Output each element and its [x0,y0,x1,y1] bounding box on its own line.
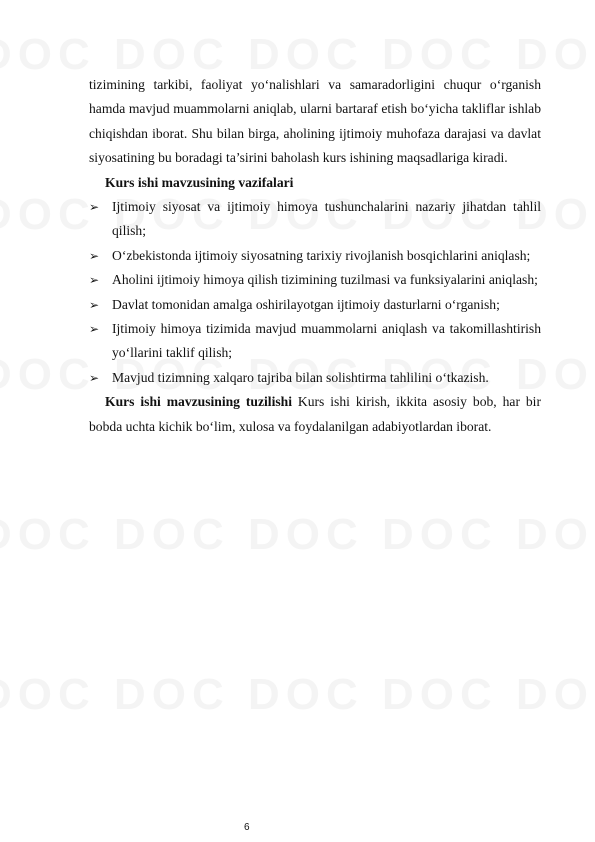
structure-text: Kurs ishi kirish, ikkita asosiy bob, har bir bobda uchta kichik bo‘lim, xulosa va foydalanilgan adabiyotlardan iborat. [89,394,541,434]
arrowhead-bullet-icon: ➢ [89,200,100,215]
arrowhead-bullet-icon: ➢ [89,248,100,263]
page-number: 6 [244,822,250,833]
list-item-text: Ijtimoiy siyosat va ijtimoiy himoya tushunchalarini nazariy jihatdan tahlil qilish; [112,199,541,239]
arrowhead-bullet-icon: ➢ [89,273,100,288]
arrowhead-bullet-icon: ➢ [89,322,100,337]
list-item-text: Mavjud tizimning xalqaro tajriba bilan solishtirma tahlilini o‘tkazish. [112,369,489,385]
list-item [89,366,541,390]
list-item [89,317,541,366]
list-item-text: O‘zbekistonda ijtimoiy siyosatning tarixiy rivojlanish bosqichlarini aniqlash; [112,247,531,263]
list-item [89,244,541,268]
intro-paragraph: tizimining tarkibi, faoliyat yo‘nalishlari va samaradorligini chuqur o‘rganish hamda mavjud muammolarni aniqlab, ularni bartaraf etish bo‘yicha takliflar ishlab chiqishdan iborat. Shu bilan birga, aholining ijtimoiy muhofaza darajasi va davlat siyosatining bu boradagi ta’sirini baholash kurs ishining maqsadlariga kiradi. [89,77,541,166]
list-item [89,268,541,292]
list-item [89,293,541,317]
tasks-heading: Kurs ishi mavzusining vazifalari [105,174,294,190]
list-item-text: Davlat tomonidan amalga oshirilayotgan ijtimoiy dasturlarni o‘rganish; [112,296,500,312]
list-item-text: Aholini ijtimoiy himoya qilish tizimining tuzilmasi va funksiyalarini aniqlash; [112,272,538,288]
list-item-text: Ijtimoiy himoya tizimida mavjud muammolarni aniqlash va takomillashtirish yo‘llarini taklif qilish; [112,321,541,361]
tasks-list [89,195,541,390]
list-item [89,195,541,244]
arrowhead-bullet-icon: ➢ [89,370,100,385]
arrowhead-bullet-icon: ➢ [89,297,100,312]
page-body [89,73,541,439]
structure-label: Kurs ishi mavzusining tuzilishi [105,394,292,410]
structure-paragraph [89,390,541,439]
